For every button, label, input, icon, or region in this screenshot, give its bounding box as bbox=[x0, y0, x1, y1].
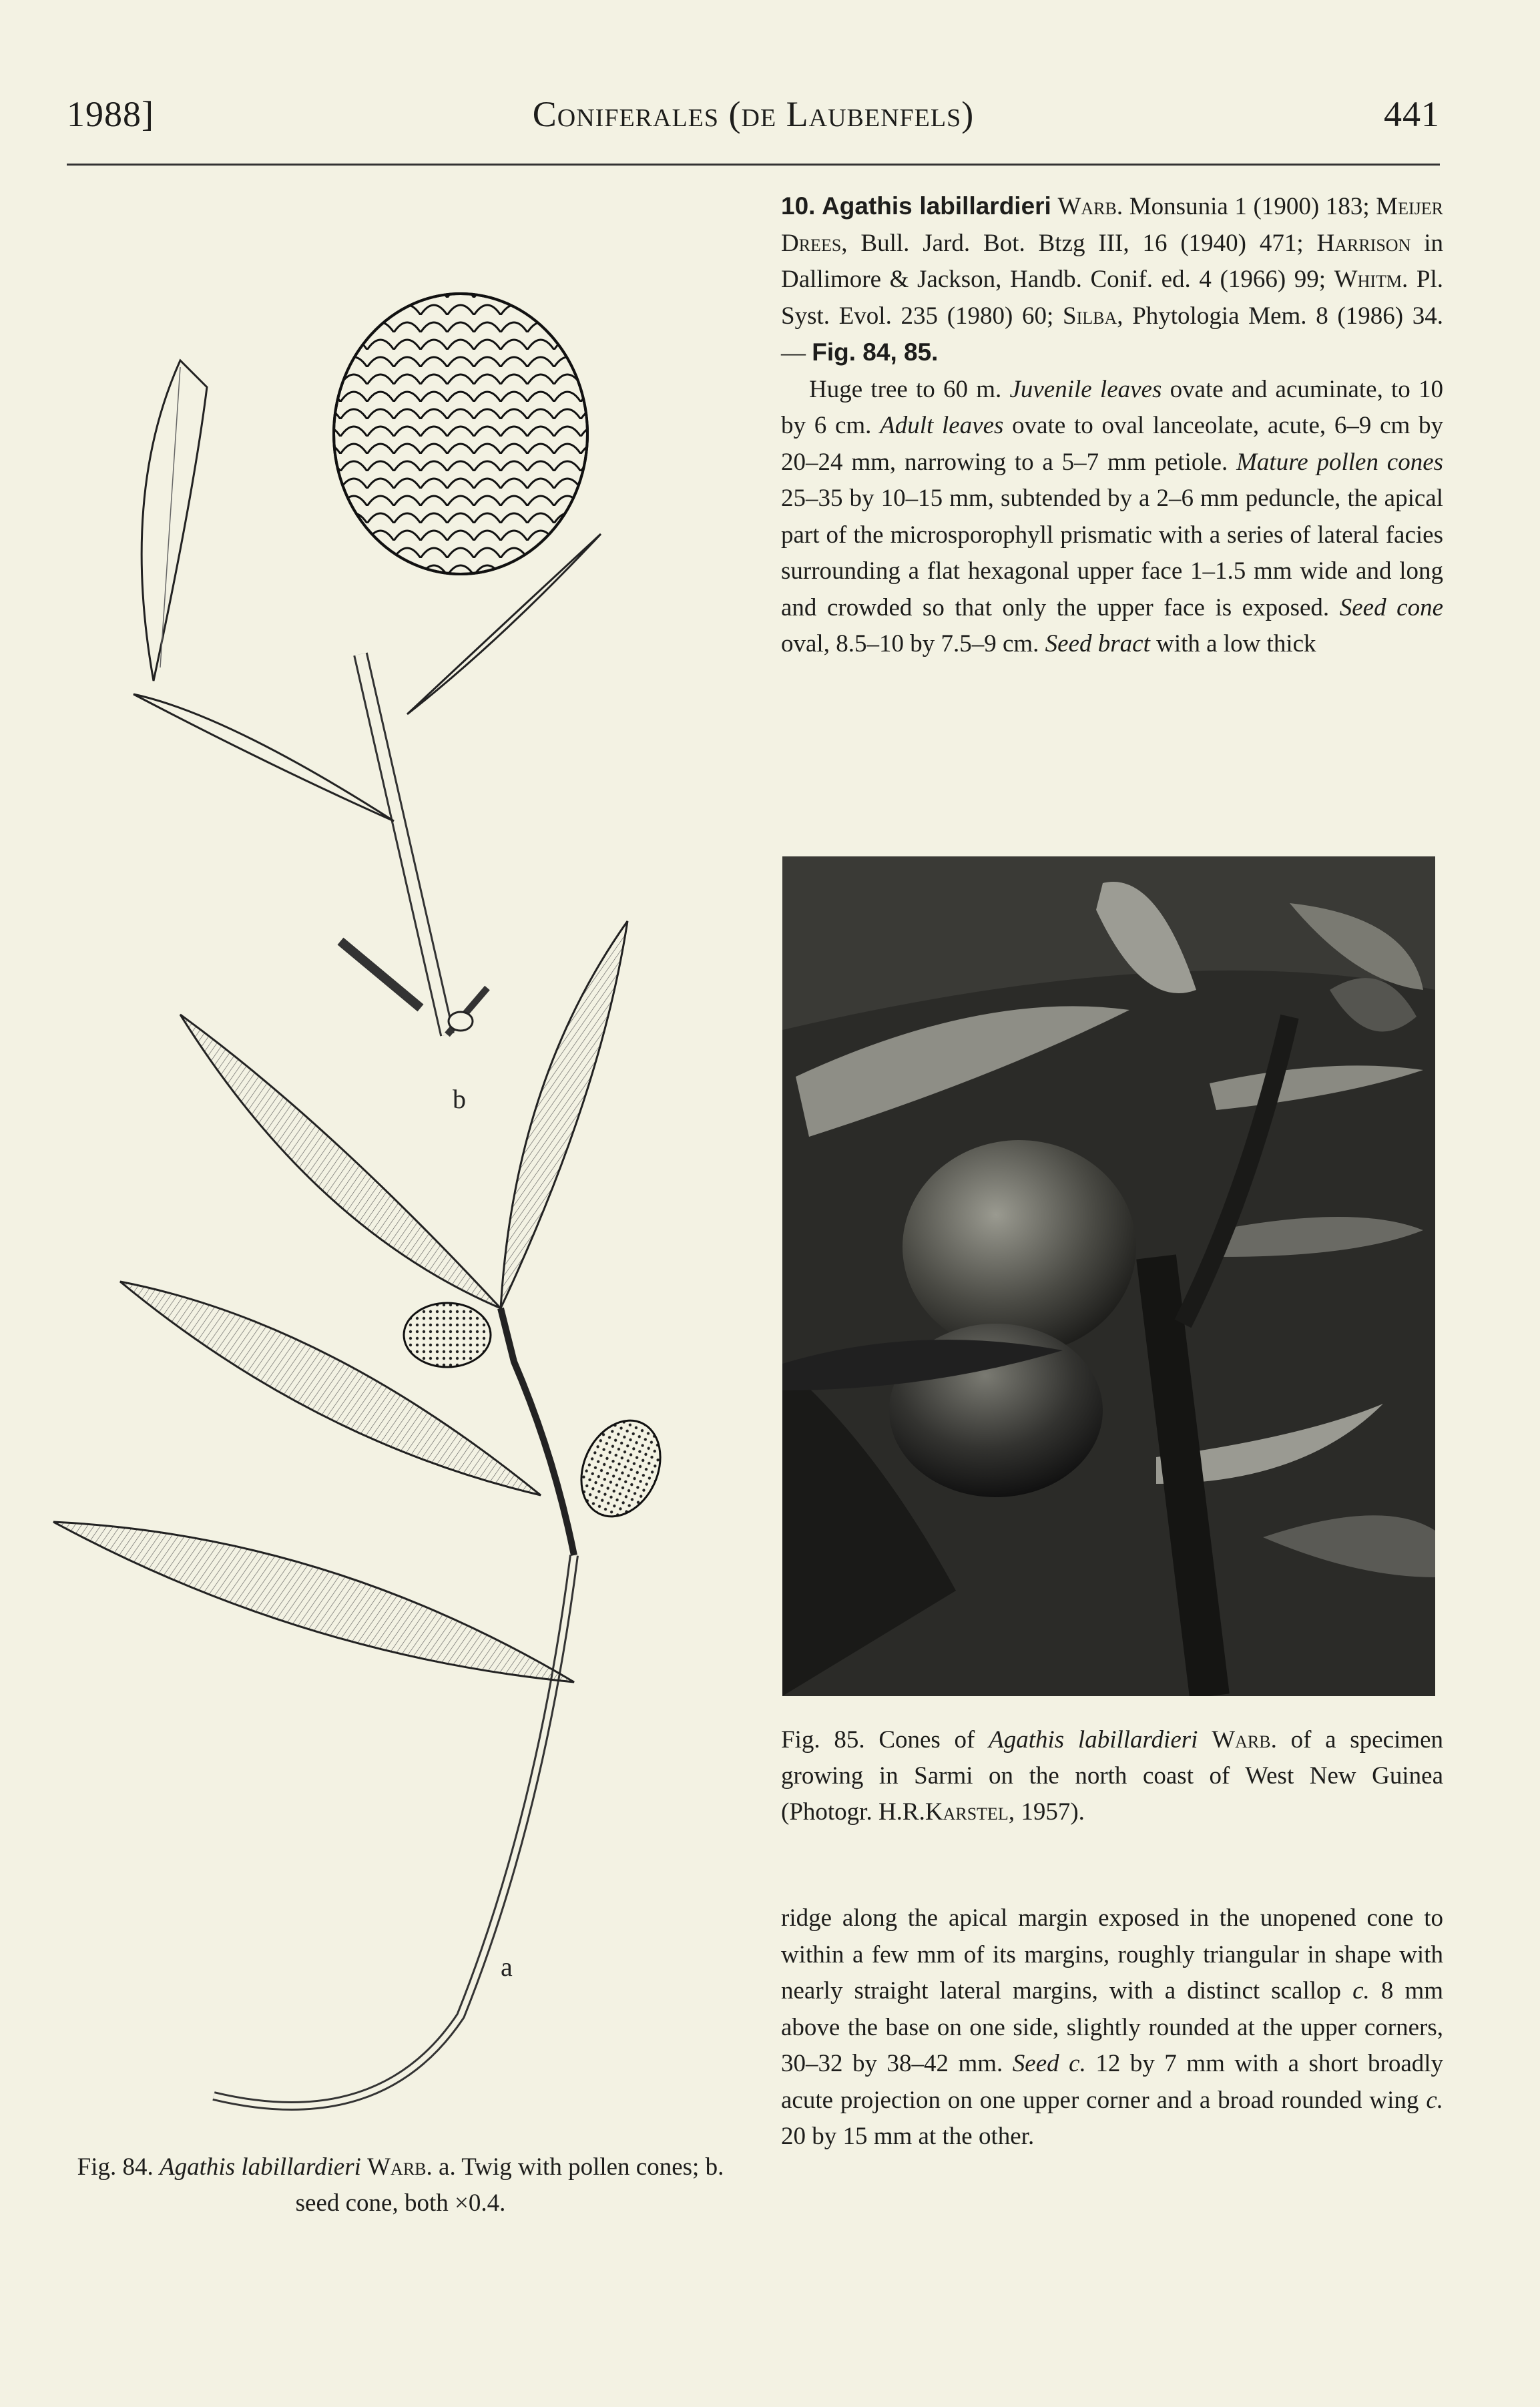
wing-description: 20 by 15 mm at the other. bbox=[781, 2123, 1035, 2150]
fig85-text-2: , 1957). bbox=[1008, 1798, 1085, 1826]
citation-3: in Dallimore & Jackson, Handb. Conif. ed. 4 (1966) 99; bbox=[781, 229, 1444, 293]
page-number: 441 bbox=[1384, 94, 1440, 134]
citation-5-author: Silba, bbox=[1063, 302, 1123, 330]
running-header bbox=[67, 93, 1440, 147]
adult-leaves-label: Adult leaves bbox=[880, 412, 1004, 439]
entry-number: 10. bbox=[781, 192, 816, 220]
figure-84-drawing bbox=[47, 280, 741, 2129]
circa-1: c. bbox=[1352, 1977, 1370, 2004]
figure-85-caption bbox=[781, 1722, 1443, 1830]
fig85-author: Warb. bbox=[1212, 1726, 1277, 1754]
species-author: Warb. bbox=[1057, 193, 1123, 220]
fig84-author: Warb. bbox=[367, 2153, 433, 2181]
seed-cone-branch bbox=[134, 294, 601, 1035]
header-year: 1988] bbox=[67, 94, 154, 134]
citation-4-author: Whitm. bbox=[1334, 266, 1408, 293]
pollen-cones-label: Mature pollen cones bbox=[1236, 448, 1444, 476]
seed-label: Seed bbox=[1012, 2050, 1059, 2077]
juvenile-leaves-label: Juvenile leaves bbox=[1009, 375, 1162, 403]
bract-dimensions: 8 mm above the base on one side, slightly rounded at the upper corners, 30–32 by 38–42 mm. bbox=[781, 1977, 1444, 2077]
label-a: a bbox=[501, 1952, 513, 1982]
habit: Huge tree to 60 m. bbox=[809, 375, 1002, 403]
adult-leaves-text: ovate to oval lanceolate, acute, 6–9 cm by 20–24 mm, narrowing to a 5–7 mm petiole. bbox=[781, 412, 1443, 476]
header-rule bbox=[67, 164, 1440, 166]
pollen-cones-text: 25–35 by 10–15 mm, subtended by a 2–6 mm peduncle, the apical part of the microsporophyll prismatic with a series of lateral facies surrounding a flat hexagonal upper face 1–1.5 mm wide and long and crowded so that only the upper face is exposed. bbox=[781, 485, 1443, 621]
citation-3-author: Harrison bbox=[1316, 229, 1411, 257]
fig84-species: Agathis labillardieri bbox=[160, 2153, 361, 2181]
species-entry bbox=[781, 188, 1443, 663]
seed-cone-text: oval, 8.5–10 by 7.5–9 cm. bbox=[781, 630, 1039, 657]
species-name: Agathis labillardieri bbox=[822, 192, 1051, 220]
fig85-prefix: Fig. 85. Cones of bbox=[781, 1726, 975, 1754]
fig85-text-1: of a specimen growing in Sarmi on the north coast of West New Guinea (Photogr. H.R. bbox=[781, 1726, 1443, 1826]
seed-cone-label: Seed cone bbox=[1339, 593, 1443, 621]
citation-4: Pl. Syst. Evol. 235 (1980) 60; bbox=[781, 266, 1443, 330]
citation-5: Phytologia Mem. 8 (1986) 34. — bbox=[781, 302, 1444, 366]
nomenclature-paragraph bbox=[781, 188, 1443, 372]
continued-paragraph bbox=[781, 1900, 1443, 2155]
fig84-prefix: Fig. 84. bbox=[77, 2153, 154, 2181]
fig85-species: Agathis labillardieri bbox=[989, 1726, 1198, 1754]
bract-description: ridge along the apical margin exposed in the unopened cone to within a few mm of its margins, roughly triangular in shape with nearly straight lateral margins, with a distinct scallop bbox=[781, 1904, 1443, 2004]
description-continued bbox=[781, 1900, 1443, 2155]
pollen-cone-twig bbox=[53, 921, 676, 2106]
figure-84-caption bbox=[67, 2149, 734, 2221]
figure-reference: Fig. 84, 85. bbox=[812, 338, 939, 366]
header-title: Coniferales (de Laubenfels) bbox=[532, 94, 975, 134]
circa-2: c. bbox=[1069, 2050, 1086, 2077]
figure-85-photo bbox=[782, 856, 1435, 1696]
citation-2-author: Meijer Drees, bbox=[781, 193, 1444, 257]
citation-1: Monsunia 1 (1900) 183; bbox=[1129, 193, 1370, 220]
fig84-text: a. Twig with pollen cones; b. seed cone, both ×0.4. bbox=[295, 2153, 724, 2217]
fig85-photographer: Karstel bbox=[925, 1798, 1009, 1826]
citation-2: Bull. Jard. Bot. Btzg III, 16 (1940) 471; bbox=[860, 229, 1304, 257]
circa-3: c. bbox=[1426, 2086, 1443, 2114]
seed-bract-label: Seed bract bbox=[1045, 630, 1150, 657]
seed-bract-text: with a low thick bbox=[1156, 630, 1316, 657]
juvenile-leaves-text: ovate and acuminate, to 10 by 6 cm. bbox=[781, 375, 1444, 439]
label-b: b bbox=[453, 1084, 466, 1114]
description-paragraph bbox=[781, 372, 1443, 663]
seed-description: 12 by 7 mm with a short broadly acute projection on one upper corner and a broad rounded wing bbox=[781, 2050, 1444, 2114]
